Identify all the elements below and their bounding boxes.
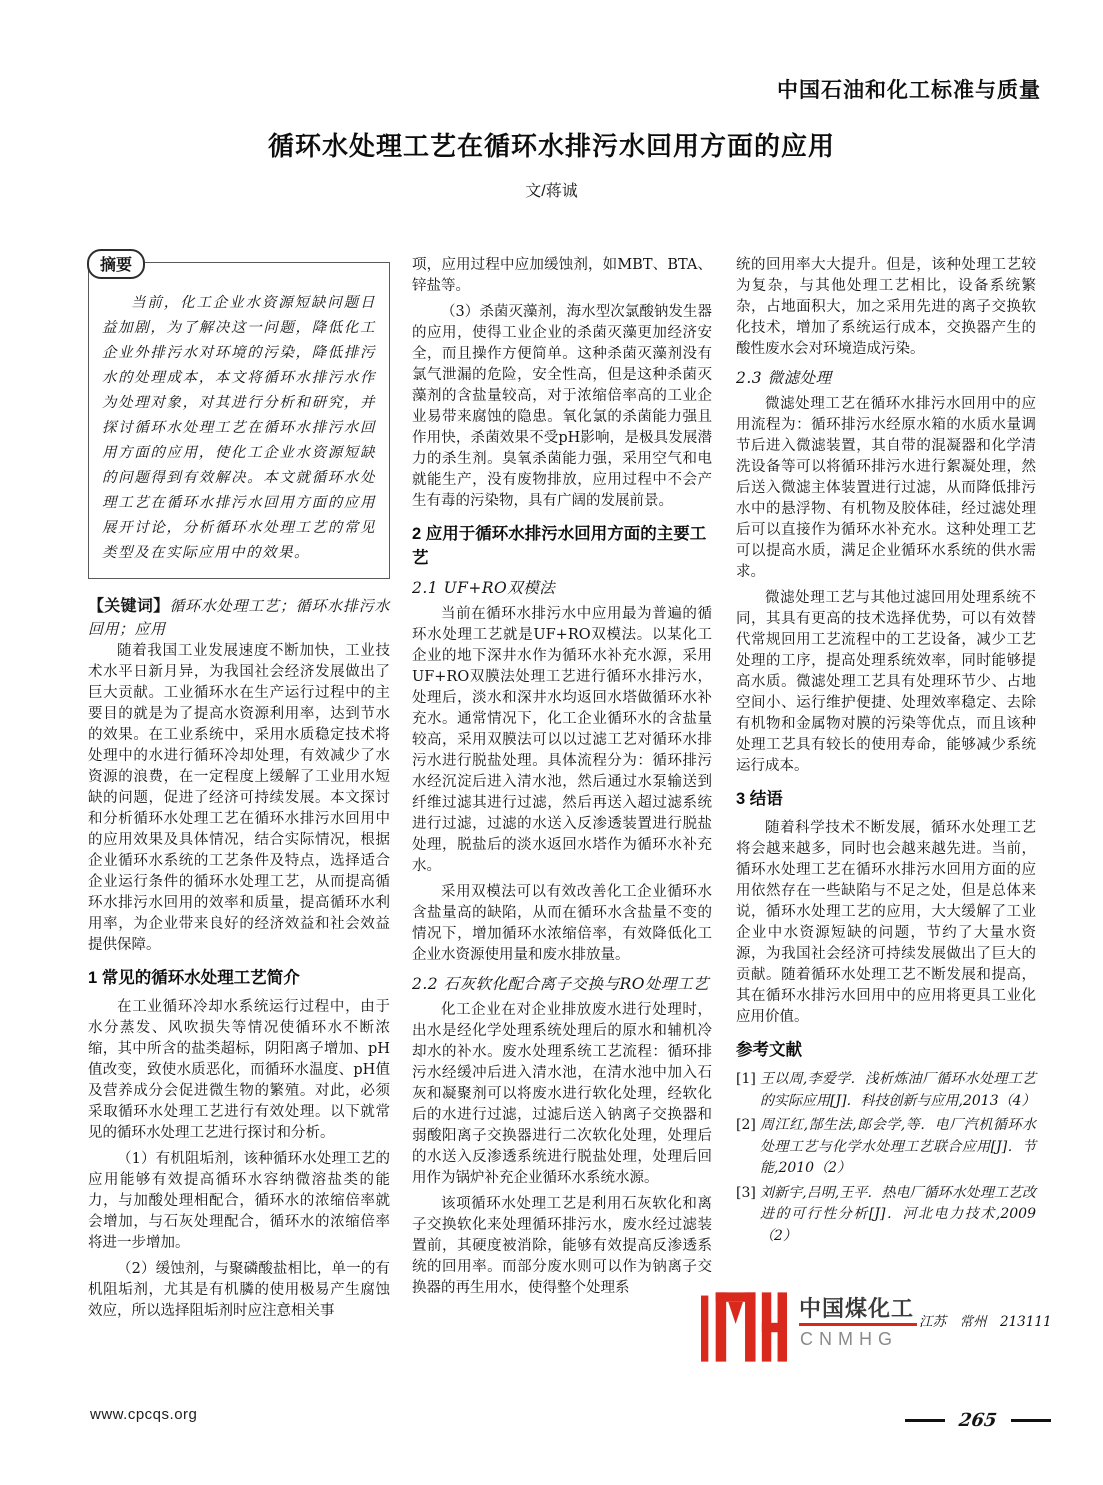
publisher-name-latin: CNMHG — [800, 1329, 898, 1349]
paragraph: 在工业循环冷却水系统运行过程中，由于水分蒸发、风吹损失等情况使循环水不断浓缩，其中所含的盐类超标，阴阳离子增加、pH值改变，致使水质恶化，而循环水温度、pH值及营养成分会促进微生物的繁殖。对此，必须采取循环水处理工艺进行有效处理。以下就常见的循环水处理工艺进行探讨和分析。 — [88, 999, 390, 1141]
column-middle — [412, 255, 712, 1304]
page-number-dash — [905, 1419, 945, 1422]
paragraph-continuation: 项，应用过程中应加缓蚀剂，如MBT、BTA、锌盐等。 — [412, 257, 712, 294]
paragraph: （3）杀菌灭藻剂，海水型次氯酸钠发生器的应用，使得工业企业的杀菌灭藻更加经济安全，而且操作方便简单。这种杀菌灭藻剂没有氯气泄漏的危险，安全性高，但是这种杀菌灭藻剂的含盐量较高，对于浓缩倍率高的工业企业易带来腐蚀的隐患。氧化氯的杀菌能力强且作用快，杀菌效果不受pH影响，是极具发展潜力的杀生剂。臭氧杀菌能力强，采用空气和电就能生产，没有废物排放，应用过程中不会产生有毒的污染物，具有广阔的发展前景。 — [412, 304, 712, 509]
paragraph: 采用双模法可以有效改善化工企业循环水含盐量高的缺陷，从而在循环水含盐量不变的情况下，增加循环水浓缩倍率，有效降低化工企业水资源使用量和废水排放量。 — [412, 884, 712, 963]
reference-item — [736, 1183, 1036, 1248]
section-1-heading: 1 常见的循环水处理工艺简介 — [88, 969, 300, 987]
abstract-label: 摘要 — [87, 249, 145, 279]
reference-text: 刘新宇,吕明,王平．热电厂循环水处理工艺改进的可行性分析[J]．河北电力技术,2009（2） — [760, 1184, 1036, 1244]
paragraph: 该项循环水处理工艺是利用石灰软化和离子交换软化来处理循环排污水，废水经过滤装置前，其硬度被消除，能够有效提高反渗透系统的回用率。而部分废水则可以作为钠离子交换器的再生用水，使得整个处理系 — [412, 1196, 712, 1296]
references-heading: 参考文献 — [736, 1041, 802, 1059]
column-left — [88, 255, 390, 1327]
section-2-heading: 2 应用于循环水排污水回用方面的主要工艺 — [412, 525, 707, 567]
reference-text: 王以周,李爱学．浅析炼油厂循环水处理工艺的实际应用[J]．科技创新与应用,2013（4） — [760, 1071, 1036, 1109]
publisher-location: 江苏 常州 213111 — [919, 1314, 1052, 1330]
paragraph: 当前在循环水排污水中应用最为普遍的循环水处理工艺就是UF+RO双模法。以某化工企业的地下深井水作为循环水补充水源，采用UF+RO双膜法处理工艺进行循环水排污水，处理后，淡水和深井水均返回水塔做循环水补充水。通常情况下，化工企业循环水的含盐量较高，采用双膜法可以以过滤工艺对循环水排污水进行脱盐处理。具体流程分为：循环排污水经沉淀后进入清水池，然后通过水泵输送到纤维过滤其进行过滤，然后再送入超过滤系统进行过滤，过滤的水送入反渗透装置进行脱盐处理，脱盐后的淡水返回水塔作为循环水补充水。 — [412, 606, 712, 874]
paragraph-continuation: 统的回用率大大提升。但是，该种处理工艺较为复杂，与其他处理工艺相比，设备系统繁杂，占地面积大，加之采用先进的离子交换软化技术，增加了系统运行成本，交换器产生的酸性废水会对环境造成污染。 — [736, 257, 1036, 357]
column-right — [736, 255, 1036, 1250]
section-2-1-heading: 2.1 UF+RO双模法 — [412, 579, 556, 597]
abstract-box — [88, 257, 390, 579]
section-2-3-heading: 2.3 微滤处理 — [736, 369, 832, 387]
publisher-logo-block — [697, 1284, 1052, 1376]
coal-chem-logo-icon — [701, 1292, 787, 1362]
abstract-text: 当前，化工企业水资源短缺问题日益加剧，为了解决这一问题，降低化工企业外排污水对环境的污染，降低排污水的处理成本，本文将循环水排污水作为处理对象，对其进行分析和研究，并探讨循环水处理工艺在循环水排污水回用方面的应用，使化工企业水资源短缺的问题得到有效解决。本文就循环水处理工艺在循环水排污水回用方面的应用展开讨论，分析循环水处理工艺的常见类型及在实际应用中的效果。 — [102, 295, 376, 561]
keywords-label: 【关键词】 — [88, 598, 170, 615]
intro-paragraph: 随着我国工业发展速度不断加快，工业技术水平日新月异，为我国社会经济发展做出了巨大贡献。工业循环水在生产运行过程中的主要目的就是为了提高水资源利用率，达到节水的效果。在工业系统中，采用水质稳定技术将处理中的水进行循环冷却处理，有效减少了水资源的浪费，在一定程度上缓解了工业用水短缺的问题，促进了经济可持续发展。本文探讨和分析循环水处理工艺在循环水排污水回用中的应用效果及具体情况，结合实际情况，根据企业循环水系统的工艺条件及特点，选择适合企业运行条件的循环水处理工艺，从而提高循环水排污水回用的效率和质量，提高循环水利用率，为企业带来良好的经济效益和社会效益提供保障。 — [88, 643, 390, 953]
publisher-name-cn: 中国煤化工 — [799, 1296, 915, 1321]
reference-item — [736, 1069, 1036, 1112]
reference-marker: [2] — [736, 1117, 756, 1133]
author-byline: 文/蒋诚 — [525, 183, 578, 200]
reference-list — [736, 1069, 1036, 1247]
logo-underline — [799, 1323, 917, 1326]
section-3-heading: 3 结语 — [736, 790, 783, 808]
reference-marker: [1] — [736, 1071, 756, 1087]
journal-name: 中国石油和化工标准与质量 — [777, 79, 1041, 102]
paragraph: （2）缓蚀剂，与聚磷酸盐相比，单一的有机阻垢剂，尤其是有机膦的使用极易产生腐蚀效应，所以选择阻垢剂时应注意相关事 — [88, 1261, 390, 1319]
paragraph: 微滤处理工艺与其他过滤回用处理系统不同，其具有更高的技术选择优势，可以有效替代常规回用工艺流程中的工艺设备，减少工艺处理的工序，提高处理系统效率，同时能够提高水质。微滤处理工艺具有处理环节少、占地空间小、运行维护便捷、处理效率稳定、去除有机物和金属物对膜的污染等优点，而且该种处理工艺具有较长的使用寿命，能够减少系统运行成本。 — [736, 590, 1036, 774]
section-2-2-heading: 2.2 石灰软化配合离子交换与RO处理工艺 — [412, 975, 709, 993]
reference-item — [736, 1115, 1036, 1180]
page-number — [905, 1410, 1051, 1431]
footer-website: www.cpcqs.org — [90, 1406, 198, 1423]
paragraph: 化工企业在对企业排放废水进行处理时，出水是经化学处理系统处理后的原水和辅机冷却水的补水。废水处理系统工艺流程：循环排污水经缓冲后进入清水池，在清水池中加入石灰和凝聚剂可以将废水进行软化处理，经软化后的水进行过滤，过滤后送入钠离子交换器和弱酸阳离子交换器进行二次软化处理，处理后的水送入反渗透系统进行脱盐处理，处理后回用作为锅炉补充企业循环水系统水源。 — [412, 1002, 712, 1186]
page-number-dash — [1011, 1419, 1051, 1422]
keywords-text: 循环水处理工艺；循环水排污水回用；应用 — [88, 597, 390, 638]
keywords — [88, 595, 390, 641]
paragraph: （1）有机阻垢剂，该种循环水处理工艺的应用能够有效提高循环水容纳微溶盐类的能力，与加酸处理相配合，循环水的浓缩倍率就会增加，与石灰处理配合，循环水的浓缩倍率将进一步增加。 — [88, 1151, 390, 1251]
page-number-value: 265 — [957, 1410, 999, 1431]
reference-marker: [3] — [736, 1184, 756, 1201]
paragraph: 微滤处理工艺在循环水排污水回用中的应用流程为：循环排污水经原水箱的水质水量调节后进入微滤装置，其自带的混凝器和化学清洗设备等可以将循环排污水进行絮凝处理，然后送入微滤主体装置进行过滤，从而降低排污水中的悬浮物、有机物及胶体硅，经过滤处理后可以直接作为循环水补充水。这种处理工艺可以提高水质，满足企业循环水系统的供水需求。 — [736, 396, 1036, 580]
reference-text: 周江红,郜生法,郎会学,等．电厂汽机循环水处理工艺与化学水处理工艺联合应用[J]．节能,2010（2） — [760, 1117, 1036, 1176]
paragraph: 随着科学技术不断发展，循环水处理工艺将会越来越多，同时也会越来越先进。当前，循环水处理工艺在循环水排污水回用方面的应用依然存在一些缺陷与不足之处，但是总体来说，循环水处理工艺的应用，大大缓解了工业企业中水资源短缺的问题，节约了大量水资源，为我国社会经济可持续发展做出了巨大的贡献。随着循环水处理工艺不断发展和提高，其在循环水排污水回用中的应用将更具工业化应用价值。 — [736, 820, 1036, 1025]
page-title: 循环水处理工艺在循环水排污水回用方面的应用 — [267, 131, 835, 161]
